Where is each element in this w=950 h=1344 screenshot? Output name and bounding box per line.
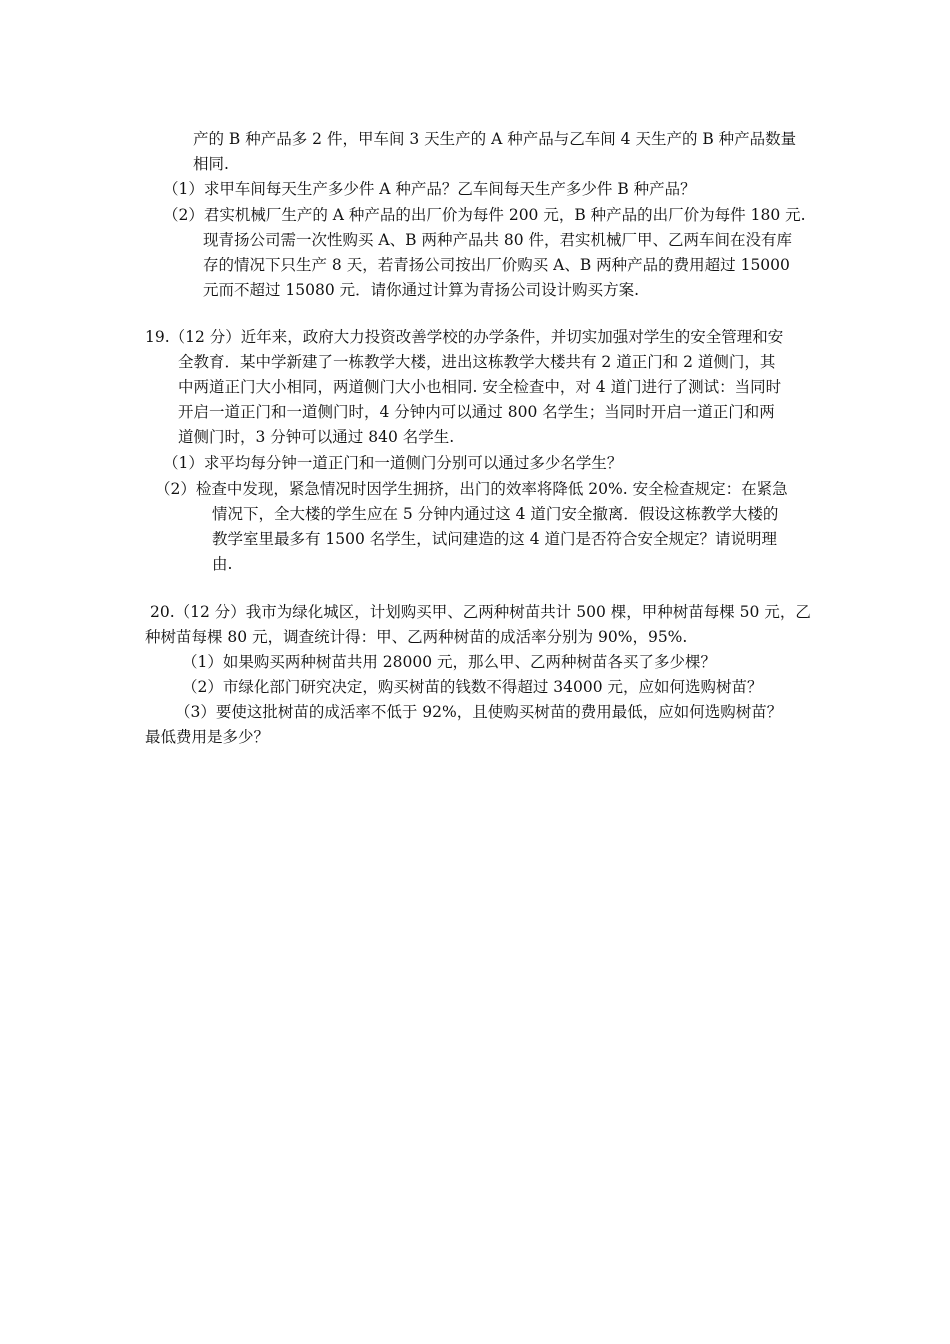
q18-part-1: （1）求甲车间每天生产多少件 A 种产品？乙车间每天生产多少件 B 种产品？	[163, 180, 696, 198]
q19-stem-line: 中两道正门大小相同，两道侧门大小也相同. 安全检查中，对 4 道门进行了测试：当同时	[178, 378, 782, 396]
q19-part-2-line: 由.	[212, 555, 233, 573]
q19-part-1: （1）求平均每分钟一道正门和一道侧门分别可以通过多少名学生？	[163, 454, 623, 472]
q20-part-3: （3）要使这批树苗的成活率不低于 92%，且使购买树苗的费用最低，应如何选购树苗？	[175, 703, 783, 721]
q18-text-line: 产的 B 种产品多 2 件，甲车间 3 天生产的 A 种产品与乙车间 4 天生产的 B 种产品数量	[193, 130, 797, 148]
q18-part-2-line: 元而不超过 15080 元．请你通过计算为青扬公司设计购买方案.	[203, 281, 640, 299]
q19-stem-line: 道侧门时，3 分钟可以通过 840 名学生.	[178, 428, 455, 446]
q20-part-2: （2）市绿化部门研究决定，购买树苗的钱数不得超过 34000 元，应如何选购树苗？	[182, 678, 763, 696]
q20-part-3-line: 最低费用是多少？	[145, 728, 270, 746]
q18-part-2-line: 存的情况下只生产 8 天，若青扬公司按出厂价购买 A、B 两种产品的费用超过 15000	[203, 256, 790, 274]
q18-part-2-line: 现青扬公司需一次性购买 A、B 两种产品共 80 件，君实机械厂甲、乙两车间在没有库	[203, 231, 793, 249]
q19-stem-line: 全教育．某中学新建了一栋教学大楼，进出这栋教学大楼共有 2 道正门和 2 道侧门，其	[178, 353, 776, 371]
q19-stem: 19.（12 分）近年来，政府大力投资改善学校的办学条件，并切实加强对学生的安全管理和安	[145, 328, 784, 346]
q20-part-1: （1）如果购买两种树苗共用 28000 元，那么甲、乙两种树苗各买了多少棵？	[182, 653, 717, 671]
q19-part-2-line: 教学室里最多有 1500 名学生，试问建造的这 4 道门是否符合安全规定？请说明理	[212, 530, 778, 548]
q18-part-2: （2）君实机械厂生产的 A 种产品的出厂价为每件 200 元，B 种产品的出厂价为每件 180 元.	[163, 206, 806, 224]
q20-stem-line: 种树苗每棵 80 元，调查统计得：甲、乙两种树苗的成活率分别为 90%，95%.	[145, 628, 688, 646]
q19-part-2-line: 情况下，全大楼的学生应在 5 分钟内通过这 4 道门安全撤离．假设这栋教学大楼的	[212, 505, 779, 523]
q19-stem-line: 开启一道正门和一道侧门时，4 分钟内可以通过 800 名学生；当同时开启一道正门和两	[178, 403, 775, 421]
q18-text-line: 相同.	[193, 155, 229, 173]
q19-part-2: （2）检查中发现，紧急情况时因学生拥挤，出门的效率将降低 20%. 安全检查规定：在紧急	[155, 480, 788, 498]
q20-stem: 20.（12 分）我市为绿化城区，计划购买甲、乙两种树苗共计 500 棵，甲种树苗每棵 50 元，乙	[150, 603, 811, 621]
